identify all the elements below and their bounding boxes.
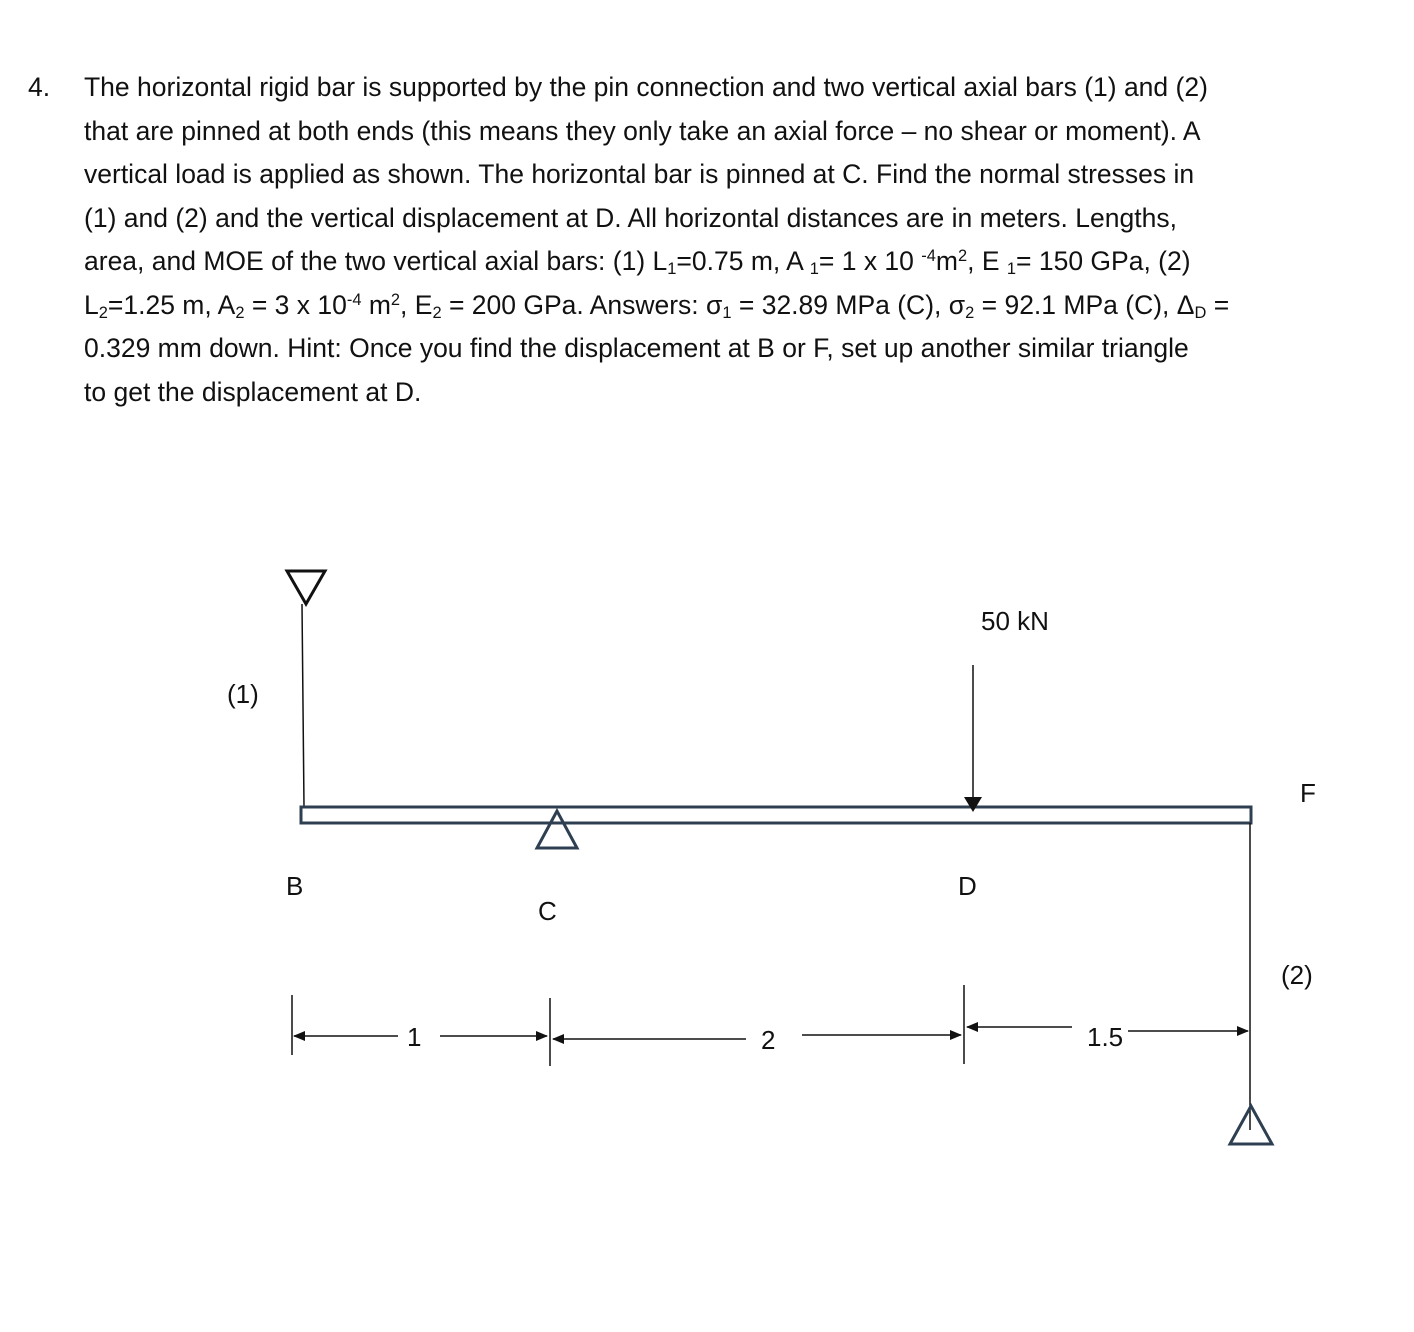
subscript: 2 bbox=[98, 303, 108, 322]
subscript: 1 bbox=[667, 260, 677, 279]
text-run: m bbox=[935, 246, 958, 276]
text-run: area, and MOE of the two vertical axial bars: (1) L bbox=[84, 246, 668, 276]
text-run: = 1 x 10 bbox=[818, 246, 922, 276]
point-label-f: F bbox=[1300, 778, 1316, 808]
text-run: = 150 GPa, (2) bbox=[1016, 246, 1191, 276]
bar2-label: (2) bbox=[1281, 960, 1313, 990]
problem-line-2: that are pinned at both ends (this means they only take an axial force – no shear or moment). A bbox=[84, 115, 1201, 146]
bar1-member bbox=[302, 604, 304, 807]
superscript: 2 bbox=[957, 246, 968, 265]
problem-number: 4. bbox=[28, 72, 51, 102]
problem-line-3: vertical load is applied as shown. The horizontal bar is pinned at C. Find the normal stresses in bbox=[84, 159, 1195, 189]
text-run: , E bbox=[400, 289, 433, 320]
text-run: = 3 x 10 bbox=[244, 289, 347, 320]
load-label: 50 kN bbox=[981, 606, 1049, 636]
text-run: , E bbox=[967, 246, 1007, 276]
text-run: = bbox=[1206, 289, 1230, 320]
bar1-top-support bbox=[287, 571, 325, 604]
dim-bc-label: 1 bbox=[407, 1022, 422, 1052]
superscript: 2 bbox=[390, 290, 401, 309]
subscript: 2 bbox=[965, 303, 975, 322]
subscript: 1 bbox=[809, 260, 819, 279]
bar2-bottom-support bbox=[1230, 1106, 1272, 1144]
text-run: = 200 GPa. Answers: σ bbox=[441, 289, 723, 320]
text-run: = 32.89 MPa (C), σ bbox=[731, 289, 966, 320]
text-run: = 92.1 MPa (C), Δ bbox=[974, 289, 1195, 320]
point-label-b: B bbox=[286, 871, 304, 901]
text-run: L bbox=[84, 289, 99, 320]
subscript: D bbox=[1194, 303, 1207, 322]
superscript: -4 bbox=[346, 290, 362, 309]
problem-line-4: (1) and (2) and the vertical displacement at D. All horizontal distances are in meters. Lengths, bbox=[84, 202, 1177, 233]
load-arrowhead bbox=[964, 797, 982, 812]
point-label-c: C bbox=[538, 896, 557, 926]
subscript: 2 bbox=[432, 303, 442, 322]
rigid-beam bbox=[301, 807, 1251, 823]
text-run: =1.25 m, A bbox=[107, 289, 236, 320]
subscript: 1 bbox=[1006, 260, 1016, 279]
problem-line-8: to get the displacement at D. bbox=[84, 376, 422, 407]
subscript: 1 bbox=[722, 303, 732, 322]
point-label-d: D bbox=[958, 871, 977, 901]
superscript: -4 bbox=[921, 246, 936, 265]
pin-support-c bbox=[537, 811, 577, 848]
text-run: =0.75 m, A bbox=[676, 246, 810, 276]
problem-line-1: The horizontal rigid bar is supported by the pin connection and two vertical axial bars (1) and (2) bbox=[84, 72, 1208, 102]
dim-cd-label: 2 bbox=[761, 1025, 776, 1055]
bar1-label: (1) bbox=[227, 679, 259, 709]
problem-line-7: 0.329 mm down. Hint: Once you find the displacement at B or F, set up another similar triangle bbox=[84, 333, 1189, 363]
dim-df-label: 1.5 bbox=[1087, 1022, 1124, 1052]
subscript: 2 bbox=[235, 303, 245, 322]
text-run: m bbox=[361, 289, 391, 320]
